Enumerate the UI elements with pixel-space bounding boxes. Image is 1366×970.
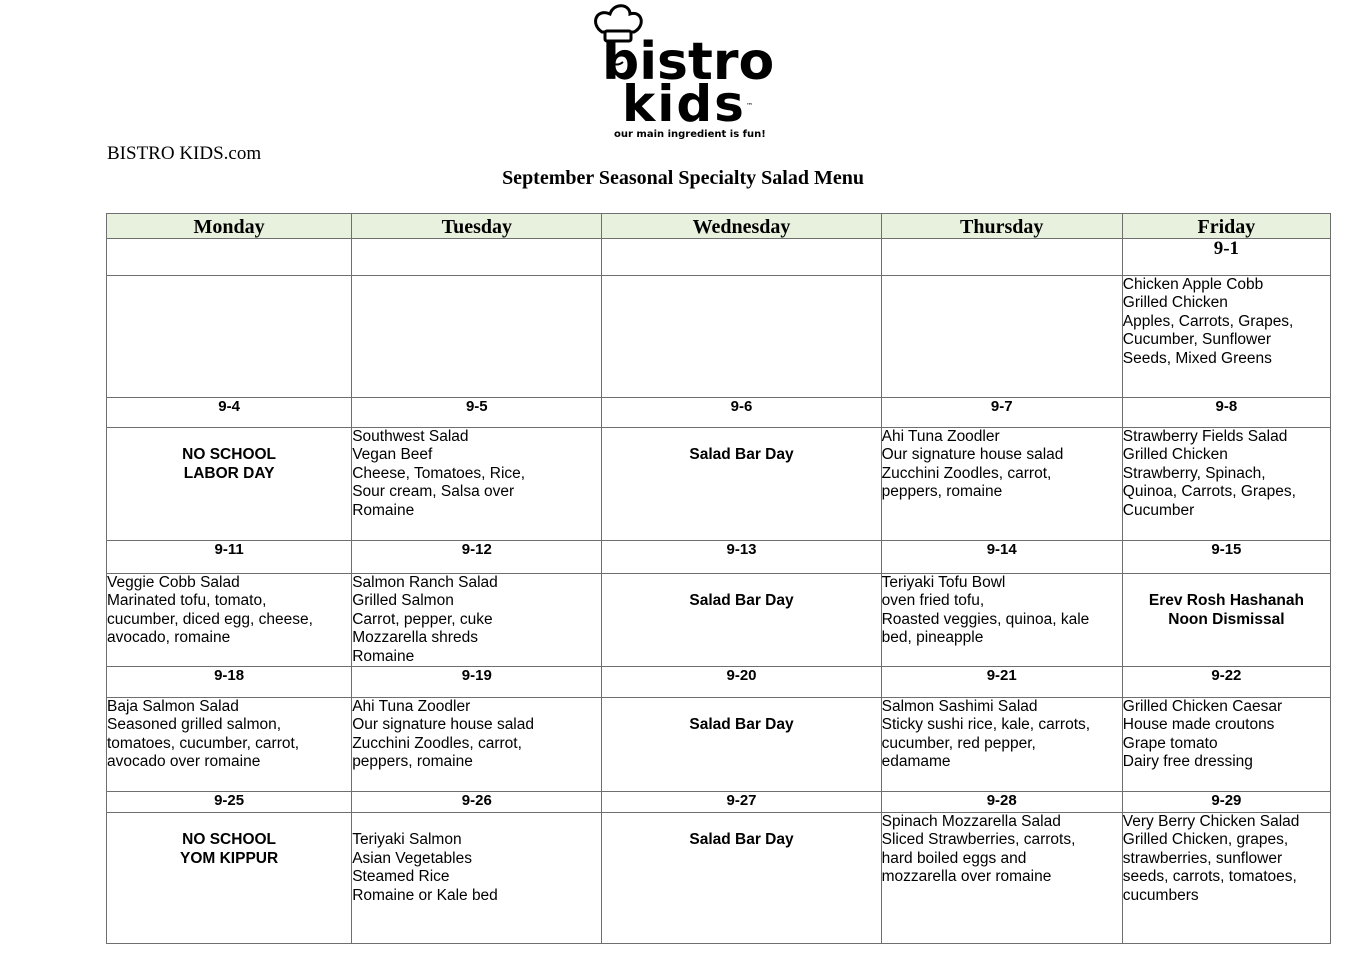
menu-item-line: Vegan Beef [352,446,433,464]
date-row [107,239,1331,276]
menu-item-line: avocado over romaine [107,753,261,771]
menu-item-line: Grilled Chicken Caesar [1122,698,1283,716]
logo-tagline: our main ingredient is fun! [614,129,766,140]
logo-line2: kids [622,75,746,133]
menu-item-line: edamame [881,753,951,771]
menu-item-line: Romaine [352,501,415,519]
menu-cell [1122,698,1330,792]
menu-cell [352,574,602,667]
day-header-tuesday: Tuesday [352,214,602,239]
date-cell: 9-26 [352,792,602,813]
menu-item-line: Steamed Rice [352,868,450,886]
menu-item-line: Grape tomato [1122,734,1218,752]
menu-item-line: Teriyaki Tofu Bowl [881,574,1006,591]
menu-cell [1122,574,1330,667]
menu-item-line: Erev Rosh Hashanah [1148,592,1304,610]
menu-item-line: Strawberry, Spinach, [1122,464,1266,482]
date-cell: 9-4 [107,398,352,428]
menu-item-line: Salad Bar Day [689,831,794,849]
menu-item-line: Dairy free dressing [1122,753,1253,771]
menu-cell [881,698,1122,792]
menu-item-line: NO SCHOOL [182,446,277,464]
menu-cell [1122,428,1330,541]
menu-item-line: Veggie Cobb Salad [107,574,240,591]
date-row [107,792,1331,813]
menu-item-line [602,428,880,446]
date-cell: 9-14 [881,541,1122,574]
menu-item-line [107,428,351,446]
menu-item-line: Salmon Ranch Salad [352,574,498,591]
menu-cell [352,698,602,792]
menu-row [107,428,1331,541]
menu-cell [107,698,352,792]
date-cell: 9-1 [1122,239,1330,276]
menu-item-line: Grilled Chicken [1122,294,1228,312]
date-cell: 9-18 [107,667,352,698]
day-header-friday: Friday [1122,214,1330,239]
menu-row [107,574,1331,667]
date-cell: 9-6 [602,398,881,428]
menu-item-line: Apples, Carrots, Grapes, [1122,312,1294,330]
menu-cell [1122,813,1330,944]
menu-item-line: cucumbers [1122,886,1199,904]
menu-cell [352,428,602,541]
logo-line1: bistro [602,32,774,92]
bistro-kids-logo [588,4,774,144]
date-cell: 9-22 [1122,667,1330,698]
day-header-monday: Monday [107,214,352,239]
site-name: BISTRO KIDS.com [107,143,262,164]
menu-item-line: Salmon Sashimi Salad [881,698,1038,716]
date-cell: 9-11 [107,541,352,574]
menu-item-line: Ahi Tuna Zoodler [881,428,1000,445]
menu-item-line: peppers, romaine [881,483,1003,501]
menu-item-line: LABOR DAY [183,464,275,482]
menu-item-line: Zucchini Zoodles, carrot, [881,464,1052,482]
date-cell: 9-5 [352,398,602,428]
menu-item-line: cucumber, red pepper, [881,734,1036,752]
menu-item-line: Cucumber [1122,501,1195,519]
menu-cell [602,698,881,792]
menu-cell [881,574,1122,667]
menu-item-line: cucumber, diced egg, cheese, [107,610,313,628]
menu-cell [602,276,881,398]
menu-item-line: Romaine [352,647,415,665]
menu-item-line: Chicken Apple Cobb [1122,276,1264,293]
menu-item-line: Cucumber, Sunflower [1122,331,1271,349]
menu-item-line: seeds, carrots, tomatoes, [1122,868,1297,886]
menu-cell [107,428,352,541]
menu-cell [602,813,881,944]
menu-row [107,698,1331,792]
menu-item-line: Roasted veggies, quinoa, kale [881,610,1090,628]
date-cell: 9-27 [602,792,881,813]
date-cell: 9-8 [1122,398,1330,428]
menu-item-line: Salad Bar Day [689,446,794,464]
menu-item-line: Mozzarella shreds [352,629,478,647]
salad-menu-calendar [106,213,1331,944]
date-cell [352,239,602,276]
menu-item-line: Sour cream, Salsa over [352,483,515,501]
page-title: September Seasonal Specialty Salad Menu [502,167,864,189]
date-cell [881,239,1122,276]
menu-item-line: Grilled Chicken, grapes, [1122,831,1289,849]
menu-cell [881,276,1122,398]
menu-item-line: Teriyaki Salmon [352,831,462,849]
menu-item-line: Carrot, pepper, cuke [352,610,493,628]
menu-item-line [602,698,880,716]
menu-item-line: mozzarella over romaine [881,868,1052,886]
menu-item-line: oven fried tofu, [881,592,985,610]
menu-item-line: Seeds, Mixed Greens [1122,349,1272,367]
menu-item-line: Salad Bar Day [689,592,794,610]
date-cell: 9-13 [602,541,881,574]
date-cell: 9-15 [1122,541,1330,574]
date-cell: 9-20 [602,667,881,698]
weekday-header-row [107,214,1331,239]
menu-item-line: Seasoned grilled salmon, [107,716,282,734]
menu-cell [602,574,881,667]
date-cell: 9-7 [881,398,1122,428]
menu-item-line: Marinated tofu, tomato, [107,592,267,610]
menu-item-line: Southwest Salad [352,428,469,445]
menu-cell [107,276,352,398]
menu-item-line: Noon Dismissal [1168,610,1285,628]
menu-item-line: Ahi Tuna Zoodler [352,698,471,716]
menu-item-line: bed, pineapple [881,629,984,647]
menu-item-line: strawberries, sunflower [1122,849,1283,867]
menu-item-line [1123,574,1330,592]
menu-item-line: Grilled Salmon [352,592,454,610]
date-cell: 9-25 [107,792,352,813]
menu-item-line: Strawberry Fields Salad [1122,428,1288,445]
menu-item-line: Salad Bar Day [689,716,794,734]
menu-item-line: Our signature house salad [881,446,1064,464]
menu-item-line: Very Berry Chicken Salad [1122,813,1300,831]
menu-cell [602,428,881,541]
date-cell: 9-29 [1122,792,1330,813]
day-header-wednesday: Wednesday [602,214,881,239]
menu-item-line: Romaine or Kale bed [352,886,498,904]
menu-item-line: avocado, romaine [107,629,231,647]
date-cell: 9-12 [352,541,602,574]
menu-item-line: Sticky sushi rice, kale, carrots, [881,716,1091,734]
menu-item-line: Asian Vegetables [352,849,472,867]
menu-item-line: Cheese, Tomatoes, Rice, [352,464,526,482]
menu-row [107,276,1331,398]
date-row [107,398,1331,428]
menu-item-line: hard boiled eggs and [881,849,1027,867]
menu-item-line: Our signature house salad [352,716,534,734]
menu-item-line [107,813,351,831]
menu-cell [1122,276,1330,398]
menu-item-line [602,813,880,831]
menu-cell [881,428,1122,541]
menu-cell [107,574,352,667]
date-cell: 9-28 [881,792,1122,813]
date-row [107,667,1331,698]
menu-body [107,239,1331,944]
menu-item-line: NO SCHOOL [182,831,277,849]
menu-item-line: Baja Salmon Salad [107,698,239,716]
menu-item-line: peppers, romaine [352,753,473,771]
menu-cell [107,813,352,944]
menu-cell [352,813,602,944]
menu-item-line: House made croutons [1122,716,1275,734]
menu-item-line: tomatoes, cucumber, carrot, [107,734,300,752]
date-cell [107,239,352,276]
menu-cell [352,276,602,398]
menu-row [107,813,1331,944]
menu-item-line: Sliced Strawberries, carrots, [881,831,1076,849]
day-header-thursday: Thursday [881,214,1122,239]
date-cell [602,239,881,276]
menu-item-line: Quinoa, Carrots, Grapes, [1122,483,1296,501]
date-row [107,541,1331,574]
menu-item-line [352,813,601,831]
menu-item-line [602,574,880,592]
menu-item-line: Grilled Chicken [1122,446,1228,464]
menu-item-line: Spinach Mozzarella Salad [881,813,1061,831]
menu-item-line: Zucchini Zoodles, carrot, [352,734,522,752]
menu-cell [881,813,1122,944]
date-cell: 9-21 [881,667,1122,698]
menu-item-line: YOM KIPPUR [180,849,279,867]
date-cell: 9-19 [352,667,602,698]
logo-trademark: ™ [746,102,753,110]
